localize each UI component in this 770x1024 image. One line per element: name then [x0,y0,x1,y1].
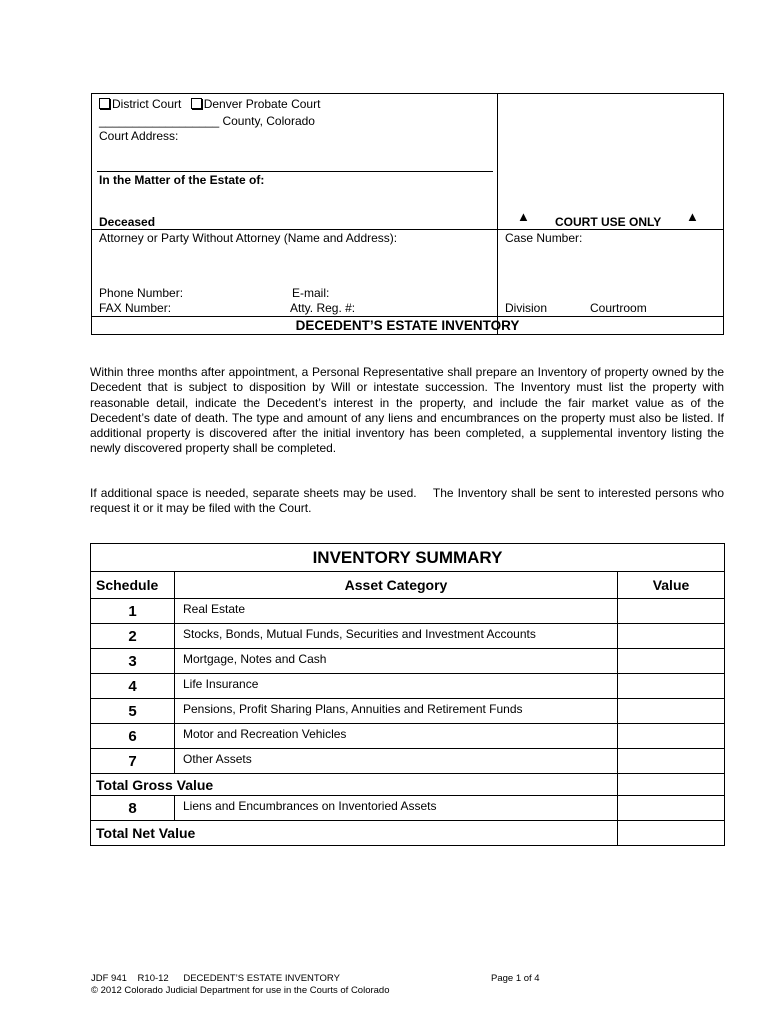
value-cell[interactable] [618,599,725,624]
court-use-only-label: COURT USE ONLY [555,215,662,229]
fax-label: FAX Number: [99,301,172,315]
schedule-number: 5 [91,699,175,724]
division-label: Division [505,301,548,315]
table-row [91,674,725,699]
court-options [99,97,320,112]
value-cell[interactable] [618,674,725,699]
schedule-number: 6 [91,724,175,749]
title-section-rule [91,316,724,317]
up-triangle-icon: ▲ [517,209,530,224]
schedule-number: 8 [91,796,175,821]
asset-category: Motor and Recreation Vehicles [175,724,618,749]
asset-category: Mortgage, Notes and Cash [175,649,618,674]
value-cell[interactable] [618,796,725,821]
asset-category: Pensions, Profit Sharing Plans, Annuities and Retirement Funds [175,699,618,724]
value-cell[interactable] [618,749,725,774]
up-triangle-icon: ▲ [686,209,699,224]
court-address-rule [97,171,493,172]
copyright: © 2012 Colorado Judicial Department for use in the Courts of Colorado [91,985,390,996]
schedule-header: Schedule [91,572,175,599]
caption-divider [497,93,498,335]
asset-category: Stocks, Bonds, Mutual Funds, Securities and Investment Accounts [175,624,618,649]
table-row [91,699,725,724]
courtroom-label: Courtroom [590,301,647,315]
denver-probate-label: Denver Probate Court [203,97,321,111]
table-row [91,649,725,674]
schedule-number: 4 [91,674,175,699]
table-row [91,724,725,749]
district-court-checkbox[interactable] [99,98,110,109]
county-line: __________________ County, Colorado [99,114,315,128]
value-header: Value [618,572,725,599]
asset-category-header: Asset Category [175,572,618,599]
additional-space-paragraph: If additional space is needed, separate sheets may be used. The Inventory shall be sent to interested persons who request it or it may be filed with the Court. [90,486,728,516]
total-net-label: Total Net Value [91,821,618,846]
email-label: E-mail: [292,286,330,300]
form-title: DECEDENT’S ESTATE INVENTORY [295,318,520,333]
deceased-label: Deceased [99,215,156,229]
total-net-row [91,821,725,846]
asset-category: Other Assets [175,749,618,774]
table-row [91,749,725,774]
summary-title: INVENTORY SUMMARY [91,544,725,572]
atty-reg-label: Atty. Reg. #: [290,301,356,315]
liens-row [91,796,725,821]
schedule-number: 2 [91,624,175,649]
total-gross-value[interactable] [618,774,725,796]
schedule-number: 1 [91,599,175,624]
inventory-summary-table [90,543,725,846]
estate-matter-label: In the Matter of the Estate of: [99,173,265,187]
footer-form-id [91,973,340,984]
value-cell[interactable] [618,724,725,749]
footer-form-name: DECEDENT’S ESTATE INVENTORY [183,973,340,984]
total-gross-label: Total Gross Value [91,774,618,796]
phone-label: Phone Number: [99,286,184,300]
table-row [91,599,725,624]
asset-category: Life Insurance [175,674,618,699]
form-revision: R10-12 [137,973,169,984]
denver-probate-checkbox[interactable] [191,98,202,109]
court-address-label: Court Address: [99,129,179,143]
value-cell[interactable] [618,649,725,674]
table-row [91,624,725,649]
schedule-number: 3 [91,649,175,674]
asset-category: Real Estate [175,599,618,624]
value-cell[interactable] [618,624,725,649]
intro-paragraph: Within three months after appointment, a Personal Representative shall prepare an Inventory of property owned by the Decedent that is subject to disposition by Will or intestate succession. The Inventory must list the property with reasonable detail, indicate the Decedent’s interest in the property, and include the fair market value as of the Decedent’s date of death. The type and amount of any liens and encumbrances on the property must also be listed. If additional property is discovered after the initial inventory has been completed, a supplemental inventory listing the newly discovered property shall be completed. [90,365,724,456]
value-cell[interactable] [618,699,725,724]
attorney-label: Attorney or Party Without Attorney (Name and Address): [99,231,398,245]
asset-category: Liens and Encumbrances on Inventoried Assets [175,796,618,821]
case-number-label: Case Number: [505,231,583,245]
schedule-number: 7 [91,749,175,774]
form-id: JDF 941 [91,973,127,984]
total-gross-row [91,774,725,796]
page-number: Page 1 of 4 [491,973,540,984]
total-net-value[interactable] [618,821,725,846]
district-court-label: District Court [112,97,182,111]
caption-box [91,93,724,335]
